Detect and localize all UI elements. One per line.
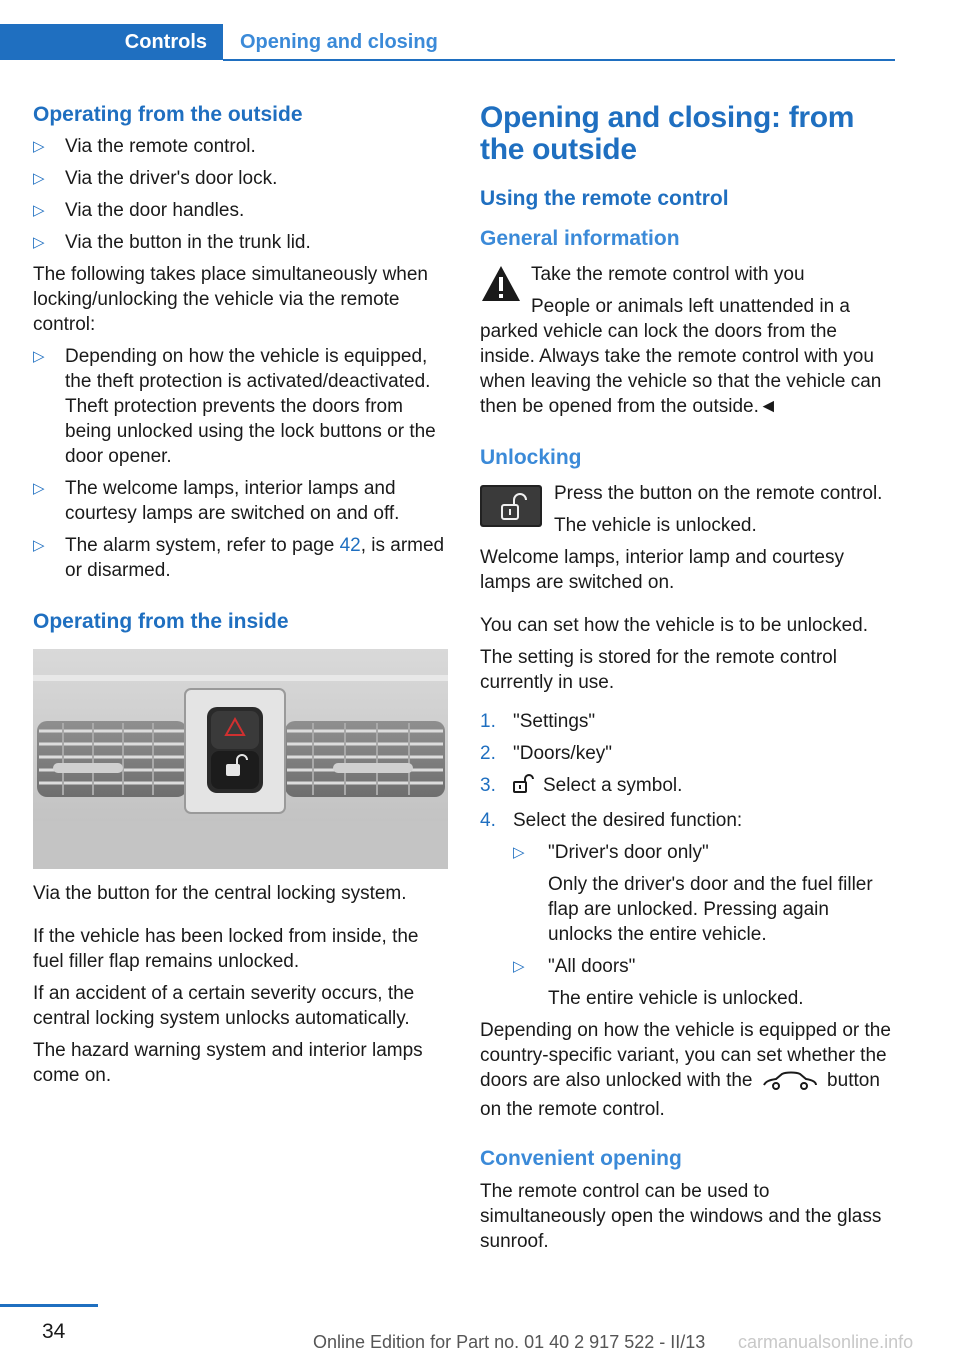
edition-text: Online Edition for Part no. 01 40 2 917 522 - II/13 — [313, 1332, 706, 1352]
bullet-icon: ▷ — [513, 844, 525, 861]
paragraph-accident: If an accident of a certain severity occurs, the central locking system unlocks automatically. — [33, 983, 415, 1029]
bullet-icon: ▷ — [33, 170, 45, 187]
bullet-icon: ▷ — [33, 480, 45, 497]
page-link[interactable]: 42 — [339, 535, 361, 556]
footer-rule — [0, 1304, 98, 1307]
paragraph-setting-stored: The setting is stored for the remote control currently in use. — [480, 647, 837, 693]
page-number: 34 — [42, 1320, 66, 1343]
list-item: ▷ The welcome lamps, interior lamps and courtesy lamps are switched on and off. — [33, 478, 400, 524]
list-item: ▷ Via the door handles. — [33, 200, 245, 221]
unlock-button-icon — [480, 485, 542, 534]
list-item: 4. Select the desired function: — [480, 810, 743, 831]
paragraph-locked-inside: If the vehicle has been locked from inside, the fuel filler flap remains unlocked. — [33, 926, 419, 972]
paragraph-simultaneous: The following takes place simultaneously when locking/unlocking the vehicle via the remote control: — [33, 264, 428, 335]
paragraph-hazard: The hazard warning system and interior lamps come on. — [33, 1040, 423, 1086]
warning-icon — [480, 264, 522, 311]
header-rule — [223, 59, 895, 61]
car-icon — [762, 1070, 818, 1097]
list-item: ▷ Via the remote control. — [33, 136, 256, 157]
list-item: ▷ Via the driver's door lock. — [33, 168, 278, 189]
unlock-block — [480, 481, 896, 538]
option-all-doors-text: The entire vehicle is unlocked. — [548, 988, 804, 1009]
list-item: 2. "Doors/key" — [480, 743, 613, 764]
central-locking-photo — [33, 649, 448, 869]
list-item-alarm: ▷ The alarm system, refer to page 42, is armed or disarmed. — [33, 535, 445, 581]
bullet-icon: ▷ — [33, 138, 45, 155]
chapter-tab[interactable]: Controls — [0, 24, 223, 60]
right-column — [480, 102, 896, 1254]
bullet-icon: ▷ — [33, 202, 45, 219]
bullet-icon: ▷ — [33, 234, 45, 251]
page-header — [0, 24, 895, 62]
paragraph-country-variant: Depending on how the vehicle is equipped or the country-specific variant, you can set whether the doors are also unlocked with the button on the remote control. — [480, 1020, 891, 1120]
heading-unlocking: Unlocking — [480, 446, 582, 469]
warning-title: Take the remote control with you — [531, 264, 805, 285]
page-section-title: Opening and closing: from the outside — [480, 101, 855, 166]
paragraph-set-unlock: You can set how the vehicle is to be unlocked. — [480, 615, 868, 636]
option-all-doors: ▷ "All doors" — [513, 956, 636, 977]
photo-caption: Via the button for the central locking system. — [33, 883, 407, 904]
left-column — [33, 102, 448, 1088]
bullet-icon: ▷ — [33, 348, 45, 365]
bullet-icon: ▷ — [33, 537, 45, 554]
list-item: 1. "Settings" — [480, 711, 596, 732]
watermark: carmanualsonline.info — [738, 1332, 914, 1352]
unlock-symbol-icon — [513, 774, 535, 801]
list-item: ▷ Via the button in the trunk lid. — [33, 232, 311, 253]
unlock-result: The vehicle is unlocked. — [554, 515, 757, 536]
section-title[interactable]: Opening and closing — [240, 30, 438, 53]
list-item: ▷ Depending on how the vehicle is equipped, the theft protection is activated/deactivated. Theft protection prevents the doors from being unlocked using the lock buttons or the door opener. — [33, 346, 436, 467]
list-item: 3. Select a symbol. — [480, 773, 896, 801]
option-driver-door-text: Only the driver's door and the fuel filler flap are unlocked. Pressing again unlocks the entire vehicle. — [548, 874, 873, 945]
bullet-icon: ▷ — [513, 958, 525, 975]
heading-convenient-opening: Convenient opening — [480, 1147, 682, 1170]
heading-general-information: General information — [480, 227, 680, 250]
heading-operating-outside: Operating from the outside — [33, 103, 303, 126]
heading-operating-inside: Operating from the inside — [33, 610, 289, 633]
heading-remote-control: Using the remote control — [480, 187, 729, 210]
paragraph-convenient-opening: The remote control can be used to simultaneously open the windows and the glass sunroof. — [480, 1181, 882, 1252]
unlock-instruction: Press the button on the remote control. — [554, 483, 883, 504]
central-locking-illustration — [33, 649, 448, 869]
warning-block — [480, 262, 896, 419]
paragraph-welcome-lamps: Welcome lamps, interior lamp and courtesy lamps are switched on. — [480, 547, 844, 593]
option-driver-door: ▷ "Driver's door only" — [513, 842, 709, 863]
warning-text: People or animals left unattended in a parked vehicle can lock the doors from the inside. Always take the remote control with you when leaving the vehicle so that the vehicle can then be opened from the outside.◄ — [480, 296, 882, 417]
